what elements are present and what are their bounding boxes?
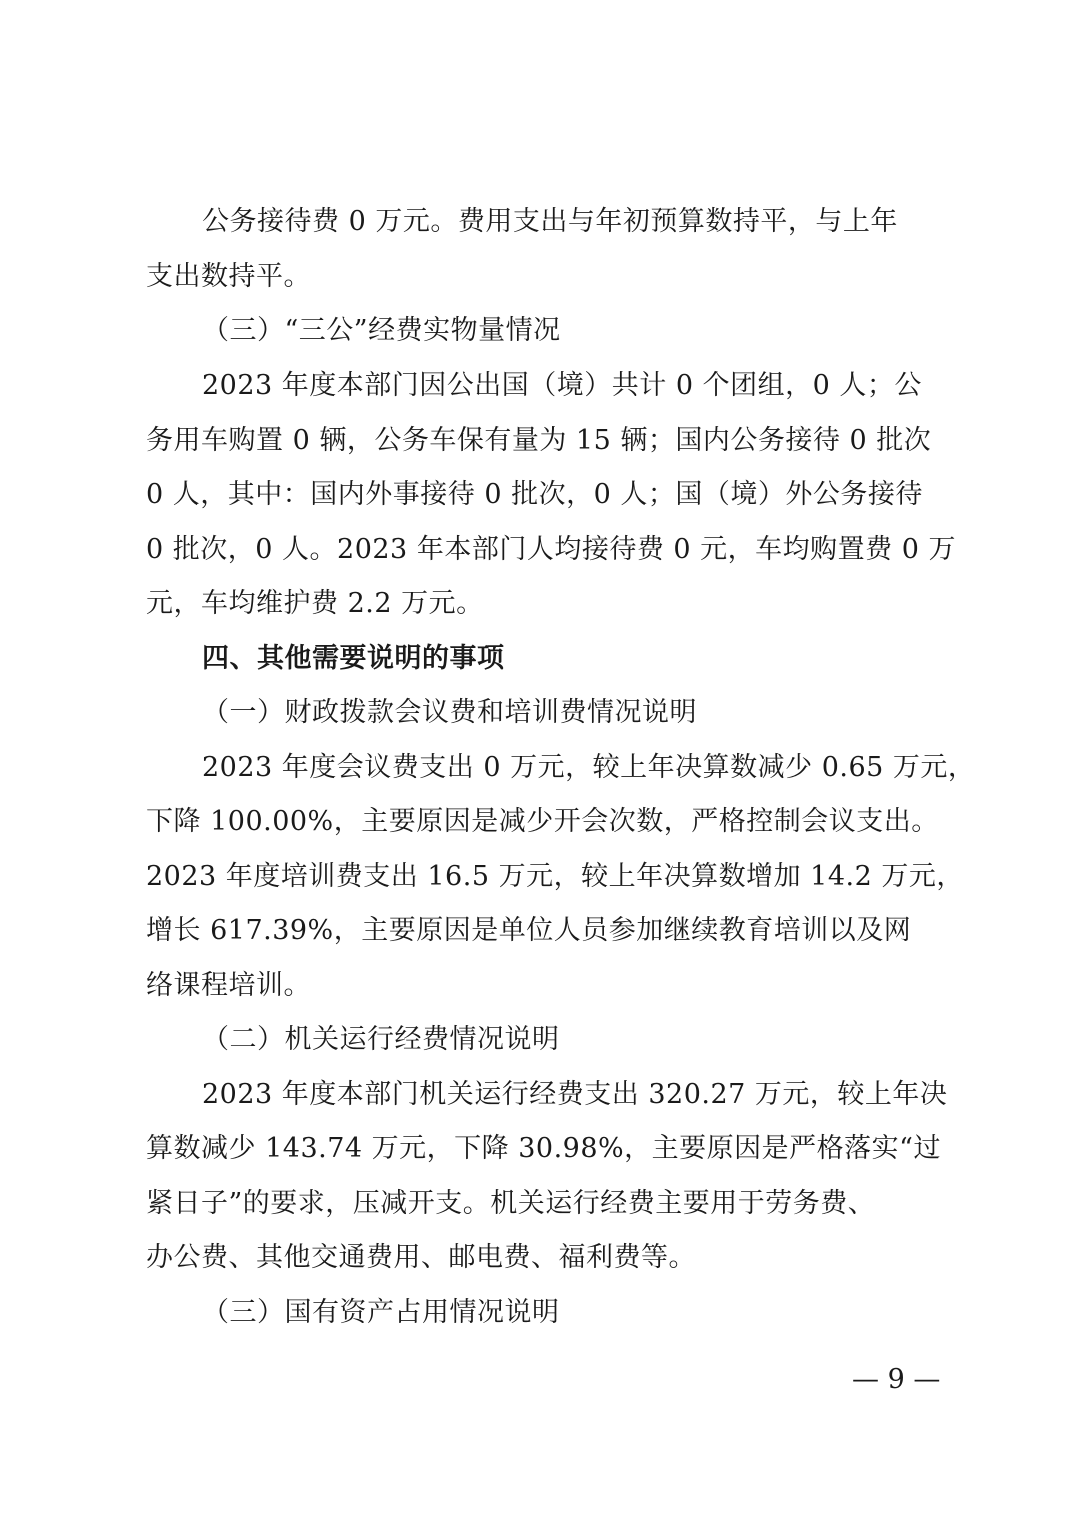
paragraph-line: 0 人，其中：国内外事接待 0 批次，0 人；国（境）外公务接待 <box>146 479 923 510</box>
paragraph-line: 2023 年度本部门机关运行经费支出 320.27 万元，较上年决 <box>202 1079 948 1110</box>
paragraph-line: 增长 617.39%，主要原因是单位人员参加继续教育培训以及网 <box>146 915 912 946</box>
paragraph-line: 办公费、其他交通费用、邮电费、福利费等。 <box>146 1242 696 1273</box>
paragraph-line: 络课程培训。 <box>146 970 311 1001</box>
section-subheading: （一）财政拨款会议费和培训费情况说明 <box>202 697 697 728</box>
paragraph-line: 元，车均维护费 2.2 万元。 <box>146 588 484 619</box>
paragraph-line: 2023 年度本部门因公出国（境）共计 0 个团组，0 人；公 <box>202 370 922 401</box>
paragraph-line: 务用车购置 0 辆，公务车保有量为 15 辆；国内公务接待 0 批次 <box>146 425 932 456</box>
paragraph-line: 紧日子”的要求，压减开支。机关运行经费主要用于劳务费、 <box>146 1188 876 1219</box>
paragraph-line: 下降 100.00%，主要原因是减少开会次数，严格控制会议支出。 <box>146 806 939 837</box>
paragraph-line: 支出数持平。 <box>146 261 311 292</box>
section-subheading: （三）“三公”经费实物量情况 <box>202 315 561 346</box>
paragraph-line: 2023 年度会议费支出 0 万元，较上年决算数减少 0.65 万元， <box>202 752 976 783</box>
paragraph-line: 算数减少 143.74 万元，下降 30.98%，主要原因是严格落实“过 <box>146 1133 941 1164</box>
section-subheading: （二）机关运行经费情况说明 <box>202 1024 560 1055</box>
paragraph-line: 公务接待费 0 万元。费用支出与年初预算数持平，与上年 <box>202 206 898 237</box>
page-number: — 9 — <box>852 1364 941 1395</box>
paragraph-line: 2023 年度培训费支出 16.5 万元，较上年决算数增加 14.2 万元， <box>146 861 964 892</box>
section-subheading: （三）国有资产占用情况说明 <box>202 1297 560 1328</box>
section-heading: 四、其他需要说明的事项 <box>202 643 505 674</box>
paragraph-line: 0 批次，0 人。2023 年本部门人均接待费 0 元，车均购置费 0 万 <box>146 534 957 565</box>
